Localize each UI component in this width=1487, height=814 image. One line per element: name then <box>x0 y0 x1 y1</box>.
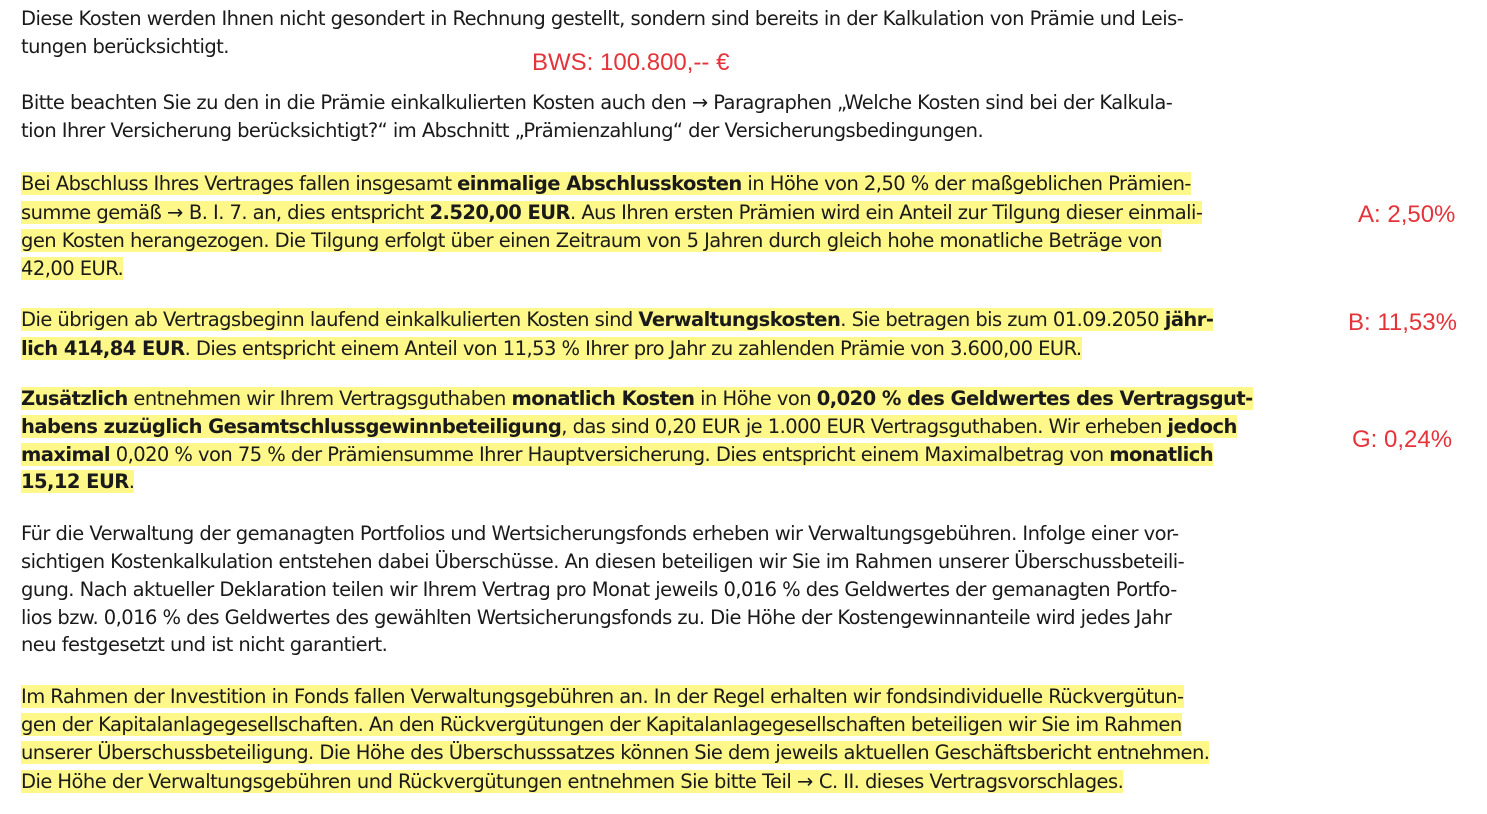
note-line-2: tion Ihrer Versicherung berücksichtigt?“ im Abschnitt „Prämienzahlung“ der Versicherungsbedingungen. <box>21 119 984 142</box>
zusaetzlich-text: entnehmen wir Ihrem Vertragsguthaben <box>127 387 512 410</box>
portfolio-line-3: gung. Nach aktueller Deklaration teilen wir Ihrem Vertrag pro Monat jeweils 0,016 % des Geldwertes der gemanagten Portfo- <box>21 578 1177 601</box>
fonds-line-4 <box>21 767 1123 796</box>
verwaltung-bold-amount: lich 414,84 EUR <box>21 337 185 360</box>
zusaetzlich-text: . <box>128 470 135 493</box>
abschluss-line-2 <box>21 198 1202 227</box>
abschluss-text: . Aus Ihren ersten Prämien wird ein Anteil zur Tilgung dieser einmali- <box>570 201 1203 224</box>
reference-arrow-icon: → <box>166 201 184 224</box>
abschluss-line-3 <box>21 226 1162 255</box>
portfolio-line-5: neu festgesetzt und ist nicht garantiert. <box>21 633 388 656</box>
fonds-reference: C. II. dieses Vertragsvorschlages. <box>813 770 1124 793</box>
abschluss-line-1 <box>21 169 1191 198</box>
abschluss-text: summe gemäß <box>21 201 167 224</box>
abschluss-bold-term: einmalige Abschlusskosten <box>457 172 742 195</box>
annotation-g: G: 0,24% <box>1352 426 1453 453</box>
annotation-a: A: 2,50% <box>1358 201 1456 228</box>
abschluss-text: in Höhe von 2,50 % der maßgeblichen Prämien- <box>741 172 1191 195</box>
verwaltung-bold-amount: jähr- <box>1164 308 1214 331</box>
abschluss-line-4 <box>21 254 123 283</box>
note-line-1: Bitte beachten Sie zu den in die Prämie einkalkulierten Kosten auch den → Paragraphen „Welche Kosten sind bei der Kalkula- <box>21 91 1173 114</box>
zusaetzlich-line-3 <box>21 440 1213 469</box>
zusaetzlich-text: in Höhe von <box>694 387 817 410</box>
zusaetzlich-bold: monatlich Kosten <box>511 387 695 410</box>
portfolio-line-1: Für die Verwaltung der gemanagten Portfolios und Wertsicherungsfonds erheben wir Verwaltungsgebühren. Infolge einer vor- <box>21 522 1179 545</box>
fonds-text: Die Höhe der Verwaltungsgebühren und Rückvergütungen entnehmen Sie bitte Teil <box>21 770 797 793</box>
zusaetzlich-text: , das sind 0,20 EUR je 1.000 EUR Vertragsguthaben. Wir erheben <box>561 415 1168 438</box>
zusaetzlich-bold: jedoch <box>1167 415 1237 438</box>
zusaetzlich-text: 0,020 % von 75 % der Prämiensumme Ihrer Hauptversicherung. Dies entspricht einem Maximalbetrag von <box>110 443 1110 466</box>
fonds-line-2 <box>21 710 1182 739</box>
zusaetzlich-bold: 15,12 EUR <box>21 470 129 493</box>
fonds-line-1 <box>21 682 1184 711</box>
fonds-text: Im Rahmen der Investition in Fonds fallen Verwaltungsgebühren an. In der Regel erhalten wir fondsindividuelle Rückvergütun- <box>21 685 1184 708</box>
intro-line-2: tungen berücksichtigt. <box>21 35 229 58</box>
verwaltung-bold-term: Verwaltungskosten <box>638 308 841 331</box>
zusaetzlich-bold: Zusätzlich <box>21 387 128 410</box>
zusaetzlich-line-4 <box>21 467 134 496</box>
abschluss-amount: 2.520,00 EUR <box>429 201 571 224</box>
abschluss-text: Bei Abschluss Ihres Vertrages fallen insgesamt <box>21 172 458 195</box>
verwaltung-text: Die übrigen ab Vertragsbeginn laufend einkalkulierten Kosten sind <box>21 308 639 331</box>
fonds-line-3 <box>21 738 1209 767</box>
abschluss-reference: B. I. 7. an, dies entspricht <box>183 201 430 224</box>
reference-arrow-icon: → <box>796 770 814 793</box>
zusaetzlich-bold: monatlich <box>1109 443 1214 466</box>
portfolio-line-4: lios bzw. 0,016 % des Geldwertes des gewählten Wertsicherungsfonds zu. Die Höhe der Kostengewinnanteile wird jedes Jahr <box>21 606 1172 629</box>
zusaetzlich-bold: habens zuzüglich Gesamtschlussgewinnbeteiligung <box>21 415 562 438</box>
zusaetzlich-line-2 <box>21 412 1237 441</box>
zusaetzlich-bold: 0,020 % des Geldwertes des Vertragsgut- <box>816 387 1253 410</box>
zusaetzlich-bold: maximal <box>21 443 111 466</box>
fonds-text: unserer Überschussbeteiligung. Die Höhe des Überschusssatzes können Sie dem jeweils aktuellen Geschäftsbericht entnehmen. <box>21 741 1210 764</box>
abschluss-text: gen Kosten herangezogen. Die Tilgung erfolgt über einen Zeitraum von 5 Jahren durch gleich hohe monatliche Beträge von <box>21 229 1162 252</box>
abschluss-text: 42,00 EUR. <box>21 257 124 280</box>
verwaltung-line-2 <box>21 334 1082 363</box>
portfolio-line-2: sichtigen Kostenkalkulation entstehen dabei Überschüsse. An diesen beteiligen wir Sie im Rahmen unserer Überschussbeteili- <box>21 550 1185 573</box>
verwaltung-line-1 <box>21 305 1213 334</box>
annotation-bws: BWS: 100.800,-- € <box>532 49 730 76</box>
intro-line-1: Diese Kosten werden Ihnen nicht gesondert in Rechnung gestellt, sondern sind bereits in der Kalkulation von Prämie und Leis- <box>21 7 1184 30</box>
zusaetzlich-line-1 <box>21 384 1253 413</box>
verwaltung-text: . Sie betragen bis zum 01.09.2050 <box>840 308 1165 331</box>
annotation-b: B: 11,53% <box>1348 309 1457 336</box>
fonds-text: gen der Kapitalanlagegesellschaften. An den Rückvergütungen der Kapitalanlagegesellschaften beteiligen wir Sie im Rahmen <box>21 713 1182 736</box>
verwaltung-text: . Dies entspricht einem Anteil von 11,53 % Ihrer pro Jahr zu zahlenden Prämie von 3.600,00 EUR. <box>184 337 1082 360</box>
